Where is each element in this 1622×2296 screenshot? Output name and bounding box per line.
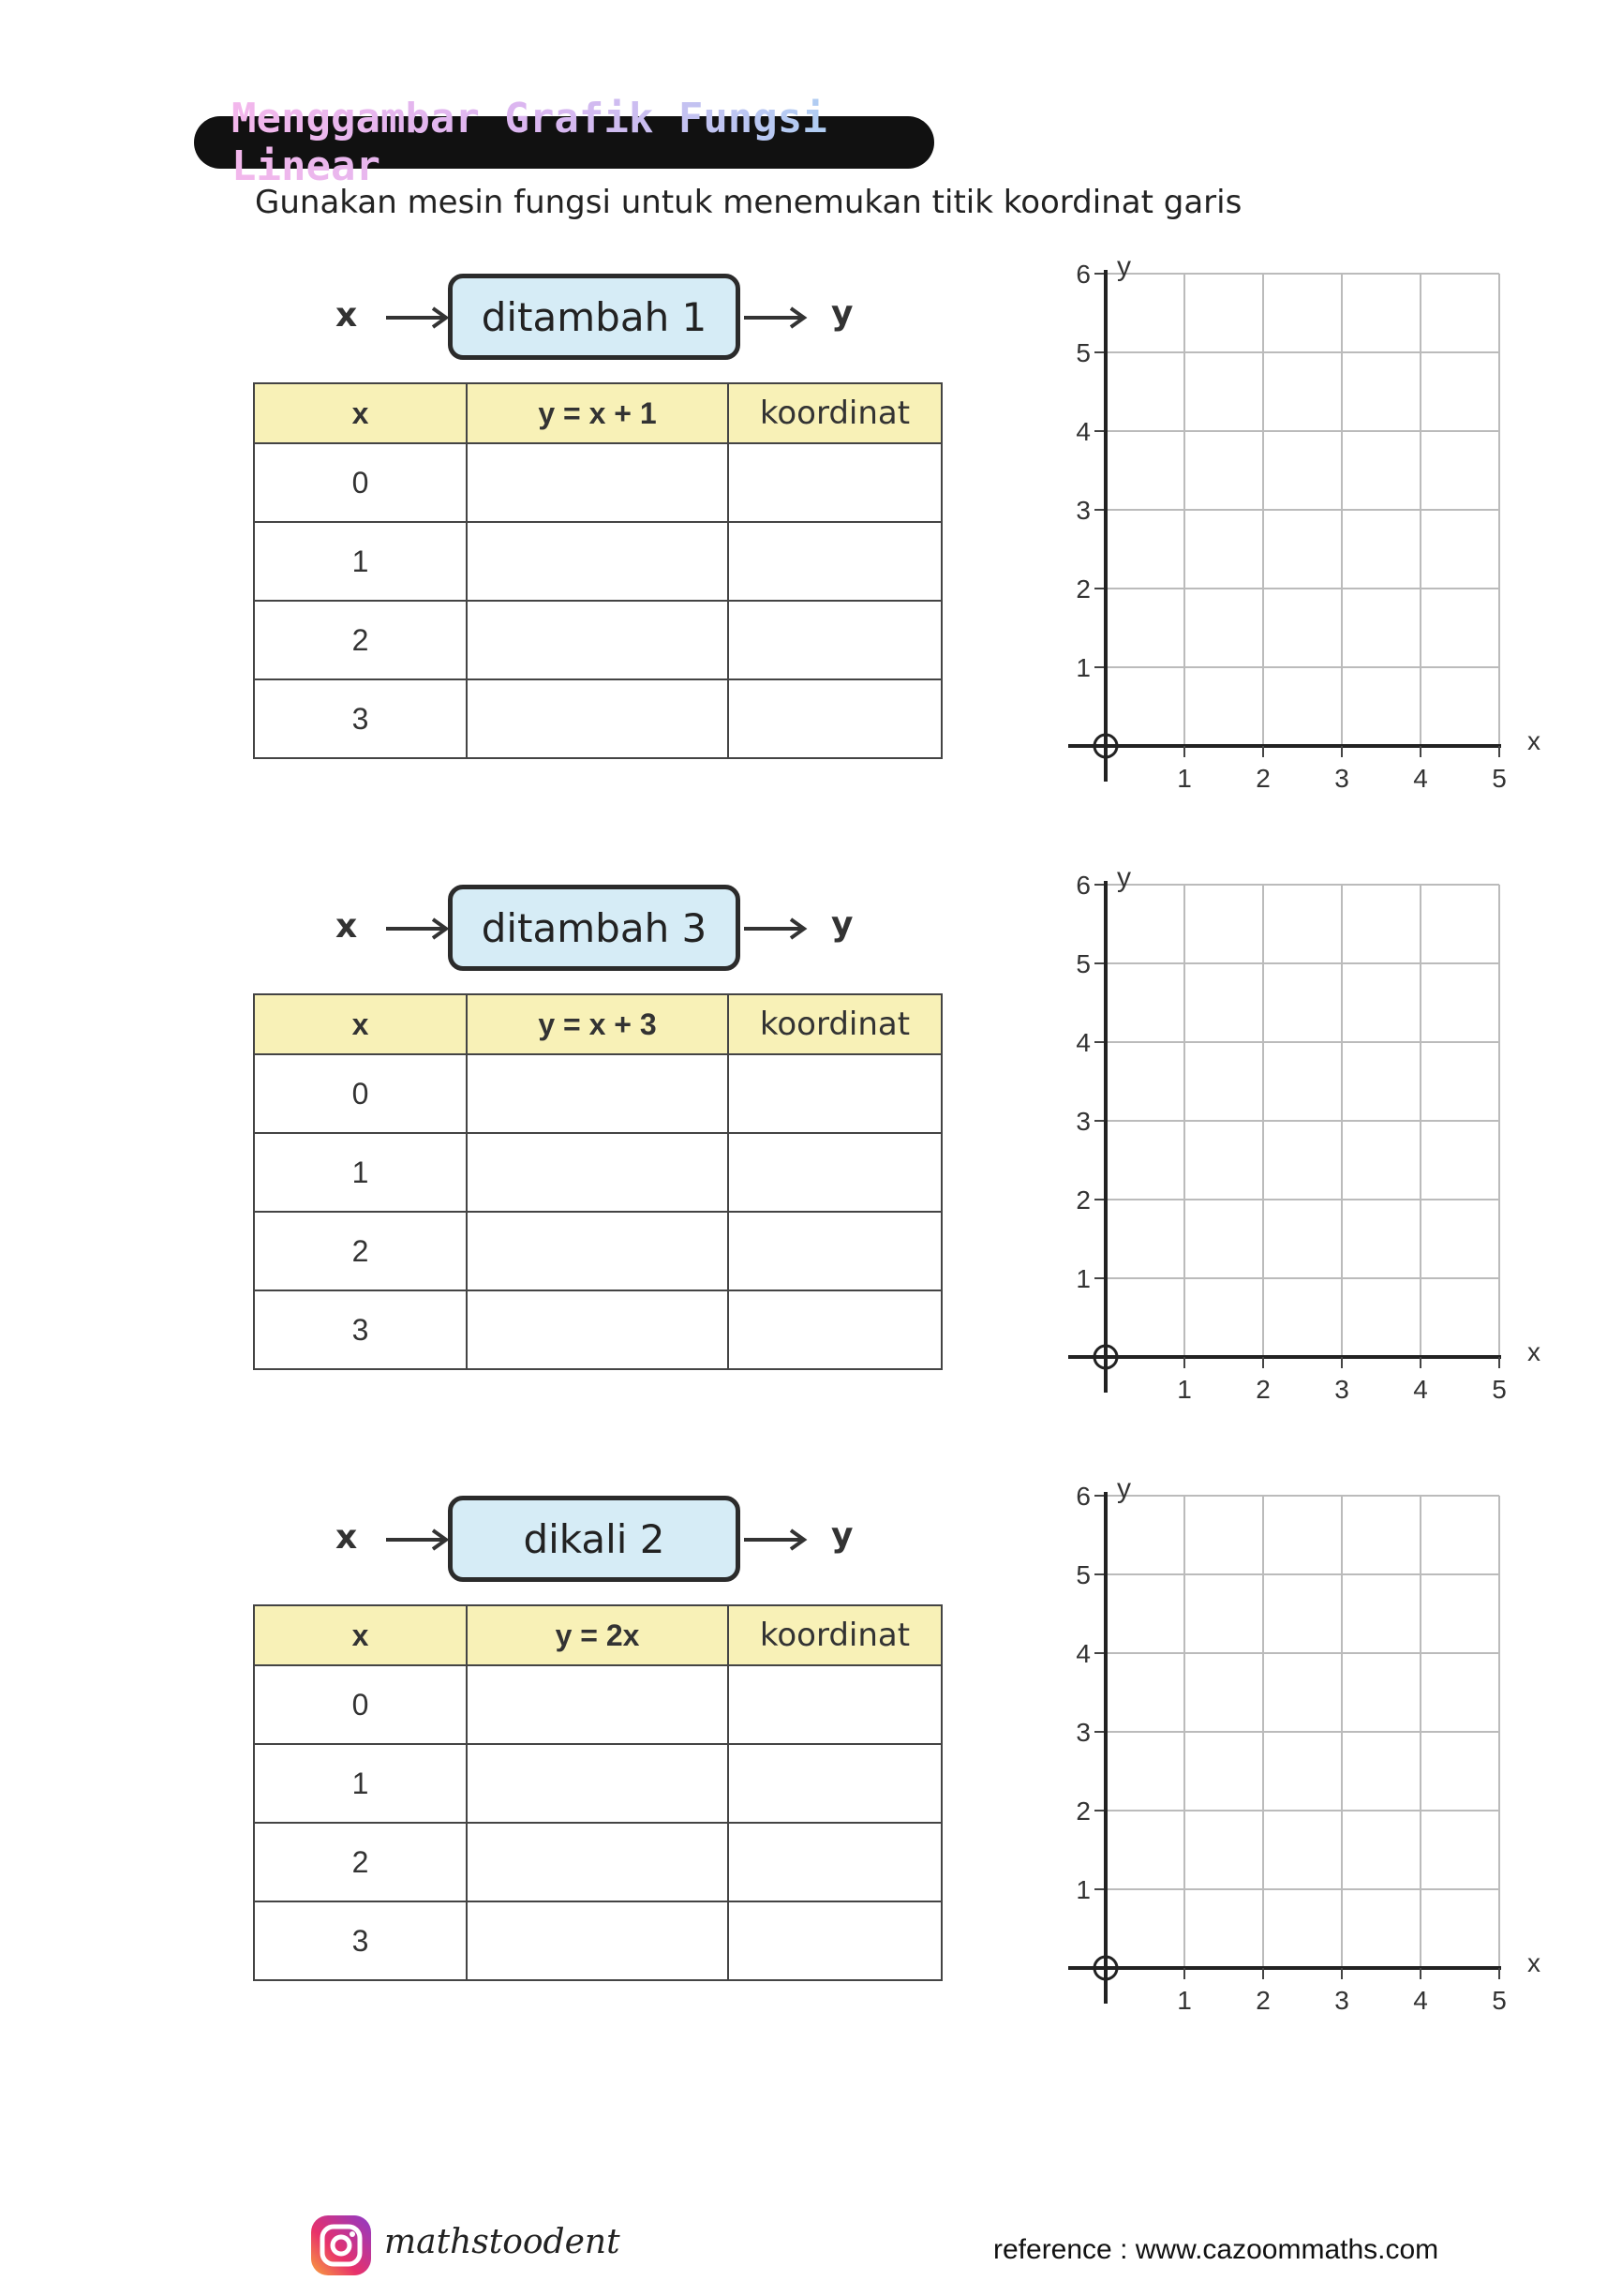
table-row bbox=[254, 1744, 942, 1823]
table-row bbox=[254, 522, 942, 601]
y-answer-cell[interactable] bbox=[467, 1054, 728, 1133]
y-answer-cell[interactable] bbox=[467, 1290, 728, 1369]
input-arrow-icon bbox=[384, 304, 450, 332]
y-tick-label: 1 bbox=[1076, 653, 1091, 682]
table-row bbox=[254, 679, 942, 758]
y-tick-label: 5 bbox=[1076, 338, 1091, 367]
table-row bbox=[254, 1290, 942, 1369]
coordinate-grid bbox=[1049, 1471, 1574, 2034]
output-arrow-icon bbox=[742, 304, 808, 332]
x-tick-label: 4 bbox=[1413, 1986, 1428, 2015]
x-tick-label: 4 bbox=[1413, 764, 1428, 793]
machine-input-label: x bbox=[335, 1518, 358, 1557]
y-tick-label: 6 bbox=[1076, 871, 1091, 900]
header-x: x bbox=[254, 383, 467, 443]
x-value-cell: 1 bbox=[254, 1744, 467, 1823]
y-answer-cell[interactable] bbox=[467, 1744, 728, 1823]
y-tick-label: 4 bbox=[1076, 1639, 1091, 1668]
x-value-cell: 1 bbox=[254, 1133, 467, 1212]
function-machine-box bbox=[448, 1496, 740, 1582]
header-koordinat: koordinat bbox=[728, 383, 942, 443]
coordinate-table bbox=[253, 382, 943, 759]
x-tick-label: 2 bbox=[1256, 1986, 1271, 2015]
koordinat-answer-cell[interactable] bbox=[728, 1744, 942, 1823]
x-value-cell: 2 bbox=[254, 1823, 467, 1901]
function-section bbox=[0, 862, 1622, 1458]
x-value-cell: 2 bbox=[254, 1212, 467, 1290]
koordinat-answer-cell[interactable] bbox=[728, 522, 942, 601]
x-tick-label: 1 bbox=[1177, 1986, 1192, 2015]
y-tick-label: 3 bbox=[1076, 1107, 1091, 1136]
x-tick-label: 5 bbox=[1492, 1375, 1507, 1404]
koordinat-answer-cell[interactable] bbox=[728, 1290, 942, 1369]
header-koordinat: koordinat bbox=[728, 1605, 942, 1665]
header-formula: y = 2x bbox=[467, 1605, 728, 1665]
koordinat-answer-cell[interactable] bbox=[728, 1665, 942, 1744]
y-answer-cell[interactable] bbox=[467, 1665, 728, 1744]
x-value-cell: 0 bbox=[254, 1054, 467, 1133]
input-arrow-icon bbox=[384, 1526, 450, 1554]
y-axis-label: y bbox=[1117, 251, 1131, 282]
koordinat-answer-cell[interactable] bbox=[728, 443, 942, 522]
y-answer-cell[interactable] bbox=[467, 1133, 728, 1212]
x-value-cell: 3 bbox=[254, 679, 467, 758]
function-section bbox=[0, 251, 1622, 847]
table-row bbox=[254, 1823, 942, 1901]
koordinat-answer-cell[interactable] bbox=[728, 601, 942, 679]
x-value-cell: 0 bbox=[254, 1665, 467, 1744]
y-tick-label: 5 bbox=[1076, 1560, 1091, 1589]
reference-text: reference : www.cazoommaths.com bbox=[993, 2234, 1439, 2265]
table-header-row bbox=[254, 994, 942, 1054]
y-axis-label: y bbox=[1117, 1473, 1131, 1504]
x-tick-label: 1 bbox=[1177, 764, 1192, 793]
header-x: x bbox=[254, 994, 467, 1054]
y-answer-cell[interactable] bbox=[467, 443, 728, 522]
output-arrow-icon bbox=[742, 1526, 808, 1554]
coordinate-grid bbox=[1049, 860, 1574, 1423]
instagram-icon bbox=[309, 2214, 373, 2277]
koordinat-answer-cell[interactable] bbox=[728, 1901, 942, 1980]
table-header-row bbox=[254, 383, 942, 443]
x-tick-label: 3 bbox=[1334, 1375, 1349, 1404]
instruction-text: Gunakan mesin fungsi untuk menemukan titik koordinat garis bbox=[255, 184, 1243, 221]
machine-output-label: y bbox=[831, 905, 854, 944]
table-row bbox=[254, 1212, 942, 1290]
x-axis-label: x bbox=[1527, 726, 1540, 755]
y-answer-cell[interactable] bbox=[467, 1823, 728, 1901]
machine-input-label: x bbox=[335, 296, 358, 335]
function-label: ditambah 1 bbox=[481, 293, 707, 340]
y-tick-label: 4 bbox=[1076, 1028, 1091, 1057]
coordinate-table bbox=[253, 993, 943, 1370]
x-tick-label: 1 bbox=[1177, 1375, 1192, 1404]
table-row bbox=[254, 1133, 942, 1212]
x-value-cell: 3 bbox=[254, 1901, 467, 1980]
machine-output-label: y bbox=[831, 1516, 854, 1555]
x-value-cell: 0 bbox=[254, 443, 467, 522]
y-answer-cell[interactable] bbox=[467, 1212, 728, 1290]
instagram-handle[interactable]: mathstoodent bbox=[384, 2223, 620, 2261]
function-label: dikali 2 bbox=[523, 1515, 665, 1562]
y-axis-label: y bbox=[1117, 862, 1131, 893]
y-tick-label: 1 bbox=[1076, 1875, 1091, 1904]
x-tick-label: 3 bbox=[1334, 1986, 1349, 2015]
table-header-row bbox=[254, 1605, 942, 1665]
y-answer-cell[interactable] bbox=[467, 1901, 728, 1980]
koordinat-answer-cell[interactable] bbox=[728, 1054, 942, 1133]
table-row bbox=[254, 1901, 942, 1980]
coordinate-grid bbox=[1049, 249, 1574, 812]
x-tick-label: 2 bbox=[1256, 1375, 1271, 1404]
y-tick-label: 3 bbox=[1076, 1718, 1091, 1747]
y-answer-cell[interactable] bbox=[467, 679, 728, 758]
function-label: ditambah 3 bbox=[481, 904, 707, 951]
x-axis-label: x bbox=[1527, 1337, 1540, 1366]
table-row bbox=[254, 1054, 942, 1133]
input-arrow-icon bbox=[384, 915, 450, 943]
x-value-cell: 2 bbox=[254, 601, 467, 679]
machine-output-label: y bbox=[831, 294, 854, 333]
y-tick-label: 4 bbox=[1076, 417, 1091, 446]
header-koordinat: koordinat bbox=[728, 994, 942, 1054]
header-formula: y = x + 3 bbox=[467, 994, 728, 1054]
title-banner bbox=[194, 95, 934, 190]
function-machine-box bbox=[448, 885, 740, 971]
page-title: Menggambar Grafik Fungsi Linear bbox=[231, 95, 934, 190]
x-tick-label: 2 bbox=[1256, 764, 1271, 793]
table-row bbox=[254, 1665, 942, 1744]
y-tick-label: 2 bbox=[1076, 574, 1091, 604]
y-tick-label: 6 bbox=[1076, 1482, 1091, 1511]
x-axis-label: x bbox=[1527, 1948, 1540, 1977]
x-tick-label: 5 bbox=[1492, 1986, 1507, 2015]
y-tick-label: 3 bbox=[1076, 496, 1091, 525]
y-answer-cell[interactable] bbox=[467, 522, 728, 601]
machine-input-label: x bbox=[335, 907, 358, 946]
x-tick-label: 3 bbox=[1334, 764, 1349, 793]
y-tick-label: 6 bbox=[1076, 260, 1091, 289]
function-machine-box bbox=[448, 274, 740, 360]
table-row bbox=[254, 443, 942, 522]
koordinat-answer-cell[interactable] bbox=[728, 1133, 942, 1212]
x-value-cell: 1 bbox=[254, 522, 467, 601]
table-row bbox=[254, 601, 942, 679]
header-formula: y = x + 1 bbox=[467, 383, 728, 443]
function-section bbox=[0, 1473, 1622, 2069]
x-tick-label: 5 bbox=[1492, 764, 1507, 793]
x-value-cell: 3 bbox=[254, 1290, 467, 1369]
header-x: x bbox=[254, 1605, 467, 1665]
x-tick-label: 4 bbox=[1413, 1375, 1428, 1404]
koordinat-answer-cell[interactable] bbox=[728, 679, 942, 758]
y-tick-label: 2 bbox=[1076, 1797, 1091, 1826]
y-answer-cell[interactable] bbox=[467, 601, 728, 679]
y-tick-label: 1 bbox=[1076, 1264, 1091, 1293]
koordinat-answer-cell[interactable] bbox=[728, 1212, 942, 1290]
y-tick-label: 5 bbox=[1076, 949, 1091, 978]
coordinate-table bbox=[253, 1604, 943, 1981]
koordinat-answer-cell[interactable] bbox=[728, 1823, 942, 1901]
output-arrow-icon bbox=[742, 915, 808, 943]
y-tick-label: 2 bbox=[1076, 1185, 1091, 1215]
